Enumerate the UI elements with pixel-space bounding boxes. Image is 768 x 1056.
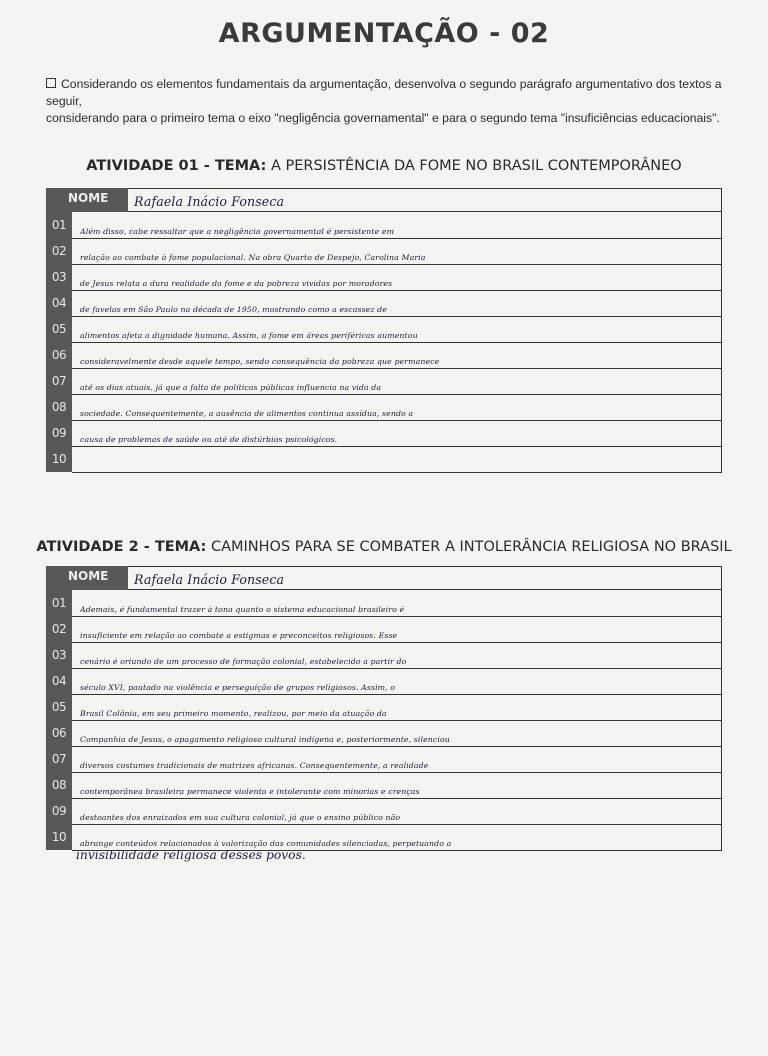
handwritten-text[interactable]: relação ao combate à fome populacional. Na obra Quarto de Despejo, Carolina Maria [80, 253, 426, 262]
checkbox-icon [46, 78, 56, 88]
line-number: 01 [46, 212, 72, 238]
line-number: 05 [46, 316, 72, 342]
line-number: 02 [46, 238, 72, 264]
line-number: 09 [46, 798, 72, 824]
handwritten-text[interactable]: cenário é oriundo de um processo de formação colonial, estabelecido a partir do [80, 657, 407, 666]
handwritten-text[interactable]: até os dias atuais, já que a falta de políticas públicas influencia na vida da [80, 383, 382, 392]
answer-line [46, 616, 722, 642]
handwritten-text[interactable]: abrange conteúdos relacionados à valorização das comunidades silenciadas, perpetuando a [80, 839, 452, 848]
name-label: NOME [46, 566, 128, 590]
answer-line [46, 590, 722, 616]
handwritten-text[interactable]: século XVI, pautado na violência e perseguição de grupos religiosos. Assim, o [80, 683, 396, 692]
overflow-handwriting: invisibilidade religiosa desses povos. [76, 848, 306, 862]
answer-line [46, 720, 722, 746]
line-number: 04 [46, 290, 72, 316]
page-title: ARGUMENTAÇÃO - 02 [218, 18, 550, 49]
name-value[interactable]: Rafaela Inácio Fonseca [134, 194, 285, 209]
answer-line [46, 394, 722, 420]
answer-line [46, 772, 722, 798]
line-number: 06 [46, 342, 72, 368]
line-number: 05 [46, 694, 72, 720]
line-number: 01 [46, 590, 72, 616]
answer-line [46, 238, 722, 264]
handwritten-text[interactable]: consideravelmente desde aquele tempo, sendo consequência da pobreza que permanece [80, 357, 440, 366]
handwritten-text[interactable]: alimentos afeta a dignidade humana. Assim, a fome em áreas periféricas aumentou [80, 331, 418, 340]
name-label: NOME [46, 188, 128, 212]
answer-line [46, 264, 722, 290]
line-number: 02 [46, 616, 72, 642]
name-row [46, 566, 722, 590]
line-number: 07 [46, 746, 72, 772]
activity2-theme: CAMINHOS PARA SE COMBATER A INTOLERÂNCIA RELIGIOSA NO BRASIL [206, 539, 732, 555]
answer-line [46, 342, 722, 368]
name-row [46, 188, 722, 212]
answer-line [46, 420, 722, 446]
line-number: 07 [46, 368, 72, 394]
activity1-answer-sheet [46, 188, 722, 472]
answer-line [46, 290, 722, 316]
activity2-title [0, 539, 768, 555]
answer-line [46, 212, 722, 238]
handwritten-text[interactable]: de favelas em São Paulo na década de 1950, mostrando como a escassez de [80, 305, 387, 314]
line-number: 10 [46, 446, 72, 472]
activity1-theme: A PERSISTÊNCIA DA FOME NO BRASIL CONTEMPORÂNEO [266, 158, 682, 174]
handwritten-text[interactable]: destoantes dos enraizados em sua cultura colonial, já que o ensino público não [80, 813, 401, 822]
answer-line [46, 316, 722, 342]
answer-line [46, 668, 722, 694]
handwritten-text[interactable]: contemporânea brasileira permanece violenta e intolerante com minorias e crenças [80, 787, 420, 796]
answer-line [46, 642, 722, 668]
line-number: 08 [46, 394, 72, 420]
line-number: 09 [46, 420, 72, 446]
name-value[interactable]: Rafaela Inácio Fonseca [134, 572, 285, 587]
line-number: 03 [46, 642, 72, 668]
handwritten-text[interactable]: de Jesus relata a dura realidade da fome e da pobreza vividas por moradores [80, 279, 393, 288]
answer-line [46, 824, 722, 850]
answer-line [46, 368, 722, 394]
activity1-title [0, 158, 768, 174]
instructions-line-1: Considerando os elementos fundamentais da argumentação, desenvolva o segundo parágrafo argumentativo dos textos a seguir, [46, 77, 722, 108]
handwritten-text[interactable]: Brasil Colônia, em seu primeiro momento, realizou, por meio da atuação da [80, 709, 387, 718]
handwritten-text[interactable]: Ademais, é fundamental trazer à tona quanto o sistema educacional brasileiro é [80, 605, 405, 614]
line-number: 10 [46, 824, 72, 850]
handwritten-text[interactable]: causa de problemas de saúde ou até de distúrbios psicológicos. [80, 435, 338, 444]
activity2-answer-sheet [46, 566, 722, 850]
activity1-label: ATIVIDADE 01 - TEMA: [86, 158, 267, 174]
ruled-line [72, 446, 722, 473]
handwritten-text[interactable]: Além disso, cabe ressaltar que a negligência governamental é persistente em [80, 227, 395, 236]
answer-line [46, 446, 722, 472]
instructions [46, 76, 736, 127]
instructions-line-2: considerando para o primeiro tema o eixo "negligência governamental" e para o segundo tema "insuficiências educacionais". [46, 111, 720, 125]
line-number: 03 [46, 264, 72, 290]
answer-line [46, 746, 722, 772]
line-number: 04 [46, 668, 72, 694]
line-number: 08 [46, 772, 72, 798]
line-number: 06 [46, 720, 72, 746]
answer-line [46, 694, 722, 720]
handwritten-text[interactable]: insuficiente em relação ao combate a estigmas e preconceitos religiosos. Esse [80, 631, 398, 640]
handwritten-text[interactable]: diversos costumes tradicionais de matrizes africanas. Consequentemente, a realidade [80, 761, 429, 770]
answer-line [46, 798, 722, 824]
handwritten-text[interactable]: Companhia de Jesus, o apagamento religioso cultural indígena e, posteriormente, silenciou [80, 735, 450, 744]
activity2-label: ATIVIDADE 2 - TEMA: [36, 539, 207, 555]
handwritten-text[interactable]: sociedade. Consequentemente, a ausência de alimentos continua assídua, sendo a [80, 409, 414, 418]
